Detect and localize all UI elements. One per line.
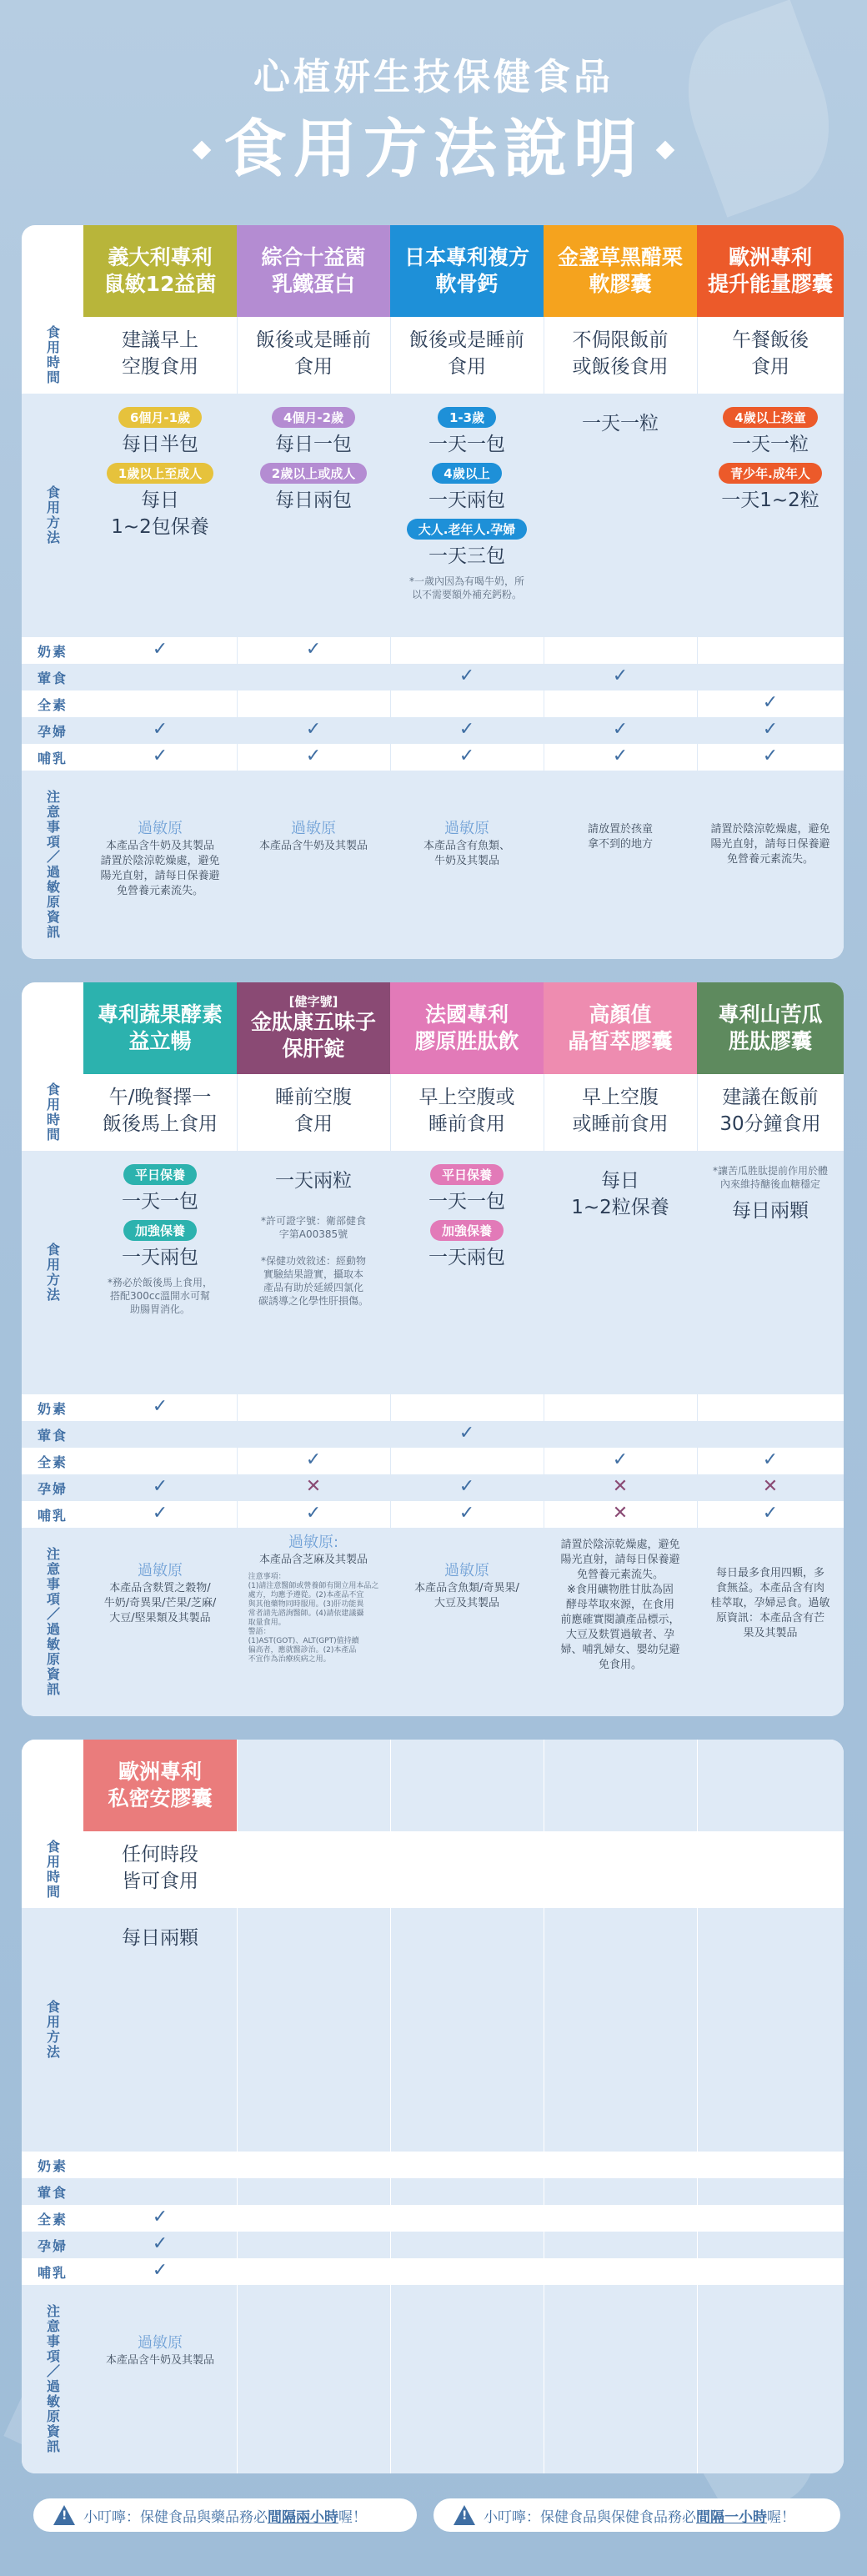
label-method: 食用方法	[44, 485, 61, 545]
divider	[237, 1740, 238, 2473]
check-mark: ✓	[762, 692, 779, 713]
method-cell: 4個月-2歲 每日一包 2歲以上或成人 每日兩包	[237, 402, 390, 514]
label-dairy: 奶素	[37, 2157, 68, 2174]
label-meat: 葷食	[37, 670, 68, 686]
cross-mark: ✕	[305, 1476, 322, 1497]
label-nursing: 哺乳	[37, 750, 68, 766]
brand-subtitle: 心植妍生技保健食品	[253, 56, 614, 98]
notes-cell: 過敏原 本產品含有魚類、 牛奶及其製品	[423, 820, 510, 867]
product-header: 專利山苦瓜 胜肽膠囊	[697, 982, 844, 1074]
warning-icon	[454, 2505, 475, 2525]
check-mark: ✓	[152, 639, 168, 660]
check-mark: ✓	[152, 2260, 168, 2281]
label-dairy: 奶素	[37, 643, 68, 660]
band	[22, 2285, 844, 2473]
product-card-3	[22, 1740, 844, 2473]
time-cell: 早上空腹或 睡前食用	[418, 1087, 515, 1135]
warning-icon	[53, 2505, 75, 2525]
notes-cell: 過敏原 本產品含牛奶及其製品 請置於陰涼乾燥處，避免 陽光直射，請每日保養避 免營養元素流失。	[100, 820, 220, 897]
product-header: 歐洲專利 私密安膠囊	[83, 1740, 237, 1831]
product-header: 義大利專利 鼠敏12益菌	[83, 225, 237, 317]
product-header: 歐洲專利 提升能量膠囊	[697, 225, 844, 317]
check-mark: ✓	[612, 746, 629, 766]
reminder-right: ! 小叮嚀：保健食品與保健食品務必 間隔一小時 喔！	[434, 2498, 840, 2532]
method-cell: 平日保養 一天一包 加強保養 一天兩包 *務必於飯後馬上食用， 搭配300cc溫開水可幫 助腸胃消化。	[83, 1159, 237, 1316]
check-mark: ✓	[152, 1396, 168, 1417]
time-cell: 飯後或是睡前 食用	[256, 329, 371, 378]
time-cell: 任何時段 皆可食用	[122, 1844, 198, 1892]
check-mark: ✓	[152, 746, 168, 766]
product-header: [健字號] 金肽康五味子 保肝錠	[237, 982, 390, 1074]
label-notes: 注意事項／過敏原資訊	[44, 1547, 61, 1697]
label-notes: 注意事項／過敏原資訊	[44, 790, 61, 940]
label-pregnant: 孕婦	[37, 2237, 68, 2254]
check-mark: ✓	[305, 1503, 322, 1524]
label-column-bg	[22, 1740, 83, 1831]
time-cell: 午/晚餐擇一 飯後馬上食用	[103, 1087, 218, 1135]
method-cell: *讓苦瓜胜肽提前作用於體 內來維持醣後血糖穩定 每日兩顆	[712, 1165, 828, 1222]
label-meat: 葷食	[37, 1427, 68, 1444]
time-cell: 睡前空腹 食用	[275, 1087, 352, 1135]
label-time: 食用時間	[44, 1840, 61, 1900]
check-mark: ✓	[762, 719, 779, 740]
product-header: 綜合十益菌 乳鐵蛋白	[237, 225, 390, 317]
time-cell: 建議在飯前 30分鐘食用	[719, 1087, 821, 1135]
method-cell: 6個月-1歲 每日半包 1歲以上至成人 每日 1~2包保養	[83, 402, 237, 540]
check-mark: ✓	[762, 1503, 779, 1524]
cross-mark: ✕	[762, 1476, 779, 1497]
check-mark: ✓	[612, 1449, 629, 1470]
label-method: 食用方法	[44, 1243, 61, 1303]
reminder-left: ! 小叮嚀：保健食品與藥品務必 間隔兩小時 喔！	[33, 2498, 417, 2532]
notes-cell: 請置於陰涼乾燥處，避免 陽光直射，請每日保養避 免營養元素流失。	[710, 823, 830, 866]
label-dairy: 奶素	[37, 1400, 68, 1417]
label-time: 食用時間	[44, 1082, 61, 1142]
label-vegan: 全素	[37, 696, 68, 713]
method-cell: 每日 1~2粒保養	[571, 1170, 669, 1218]
method-cell: 1-3歲 一天一包 4歲以上 一天兩包 大人.老年人.孕婦 一天三包 *一歲內因為有喝牛奶，所 以不需要額外補充鈣粉。	[390, 402, 544, 601]
label-pregnant: 孕婦	[37, 1480, 68, 1497]
check-mark: ✓	[305, 1449, 322, 1470]
check-mark: ✓	[459, 746, 475, 766]
product-header: 法國專利 膠原胜肽飲	[390, 982, 544, 1074]
notes-cell: 過敏原 本產品含牛奶及其製品	[258, 820, 368, 852]
cross-mark: ✕	[612, 1503, 629, 1524]
page-title: 食用方法說明	[223, 112, 644, 186]
time-cell: 不侷限飯前 或飯後食用	[572, 329, 669, 378]
check-mark: ✓	[612, 719, 629, 740]
check-mark: ✓	[152, 1476, 168, 1497]
notes-cell: 過敏原 本產品含麩質之穀物/ 牛奶/奇異果/芒果/芝麻/ 大豆/堅果類及其製品	[103, 1562, 217, 1624]
check-mark: ✓	[152, 719, 168, 740]
time-cell: 建議早上 空腹食用	[122, 329, 198, 378]
label-vegan: 全素	[37, 1454, 68, 1470]
divider	[697, 1740, 698, 2473]
notes-cell: 過敏原: 本產品含芝麻及其製品 注意事項： (1)請注意醫師或營養師有開立用本品之 處方，均應予遵從。(2)本產品不宜 與其他藥物同時服用。(3)肝功能異 常者請先諮詢醫師。(4)請依建議攝 取量食用。 警語： (1)AST(GOT)、ALT(GPT)值持續 偏高者，應就醫診治。(2)本產品 不宜作為治療疾病之用。	[248, 1534, 379, 1664]
label-notes: 注意事項／過敏原資訊	[44, 2304, 61, 2454]
method-cell: 一天兩粒 *許可證字號：衛部健食 字第A00385號 *保健功效敘述：經動物 實驗結果證實，攝取本 產品有助於延緩四氯化 碳誘導之化學性肝損傷。	[258, 1170, 368, 1307]
product-header: 高顏值 晶皙萃膠囊	[544, 982, 697, 1074]
product-header: 金盞草黑醋栗 軟膠囊	[544, 225, 697, 317]
time-cell: 午餐飯後 食用	[732, 329, 809, 378]
notes-cell: 請置於陰涼乾燥處，避免 陽光直射，請每日保養避 免營養元素流失。 ※食用礦物胜甘肽為固 酵母萃取來源，在食用 前應確實閱讀產品標示， 大豆及麩質過敏者、孕 婦、哺乳婦女、嬰幼兒避 免食用。	[560, 1539, 680, 1671]
label-meat: 葷食	[37, 2184, 68, 2201]
product-header: 日本專利複方 軟骨鈣	[390, 225, 544, 317]
check-mark: ✓	[459, 719, 475, 740]
page-header	[0, 0, 867, 225]
label-pregnant: 孕婦	[37, 723, 68, 740]
cross-mark: ✕	[612, 1476, 629, 1497]
check-mark: ✓	[152, 2233, 168, 2254]
notes-cell: 每日最多食用四顆，多 食無益。本產品含有肉 桂萃取，孕婦忌食。過敏 原資訊：本產品含有芒 果及其製品	[710, 1567, 830, 1640]
method-cell: 4歲以上孩童 一天一粒 青少年.成年人 一天1~2粒	[697, 402, 844, 514]
check-mark: ✓	[459, 665, 475, 686]
time-cell: 早上空腹 或睡前食用	[572, 1087, 669, 1135]
time-cell: 飯後或是睡前 食用	[409, 329, 524, 378]
product-card-2	[22, 982, 844, 1716]
check-mark: ✓	[152, 1503, 168, 1524]
check-mark: ✓	[459, 1476, 475, 1497]
label-vegan: 全素	[37, 2211, 68, 2227]
label-time: 食用時間	[44, 325, 61, 385]
notes-cell: 過敏原 本產品含魚類/奇異果/ 大豆及其製品	[414, 1562, 519, 1609]
label-nursing: 哺乳	[37, 1507, 68, 1524]
label-method: 食用方法	[44, 2000, 61, 2060]
check-mark: ✓	[762, 746, 779, 766]
method-cell: 一天一粒	[582, 413, 659, 434]
method-cell: 平日保養 一天一包 加強保養 一天兩包	[390, 1159, 544, 1271]
product-card-1	[22, 225, 844, 959]
method-cell: 每日兩顆	[122, 1927, 198, 1949]
check-mark: ✓	[459, 1503, 475, 1524]
check-mark: ✓	[305, 719, 322, 740]
notes-cell: 過敏原 本產品含牛奶及其製品	[105, 2334, 214, 2367]
band	[22, 2178, 844, 2205]
label-nursing: 哺乳	[37, 2264, 68, 2281]
band	[22, 2152, 844, 2178]
notes-cell: 請放置於孩童 拿不到的地方	[587, 823, 653, 851]
check-mark: ✓	[612, 665, 629, 686]
check-mark: ✓	[459, 1423, 475, 1444]
check-mark: ✓	[152, 2207, 168, 2227]
divider	[390, 1740, 391, 2473]
check-mark: ✓	[305, 746, 322, 766]
check-mark: ✓	[762, 1449, 779, 1470]
check-mark: ✓	[305, 639, 322, 660]
product-header: 專利蔬果酵素 益立暢	[83, 982, 237, 1074]
